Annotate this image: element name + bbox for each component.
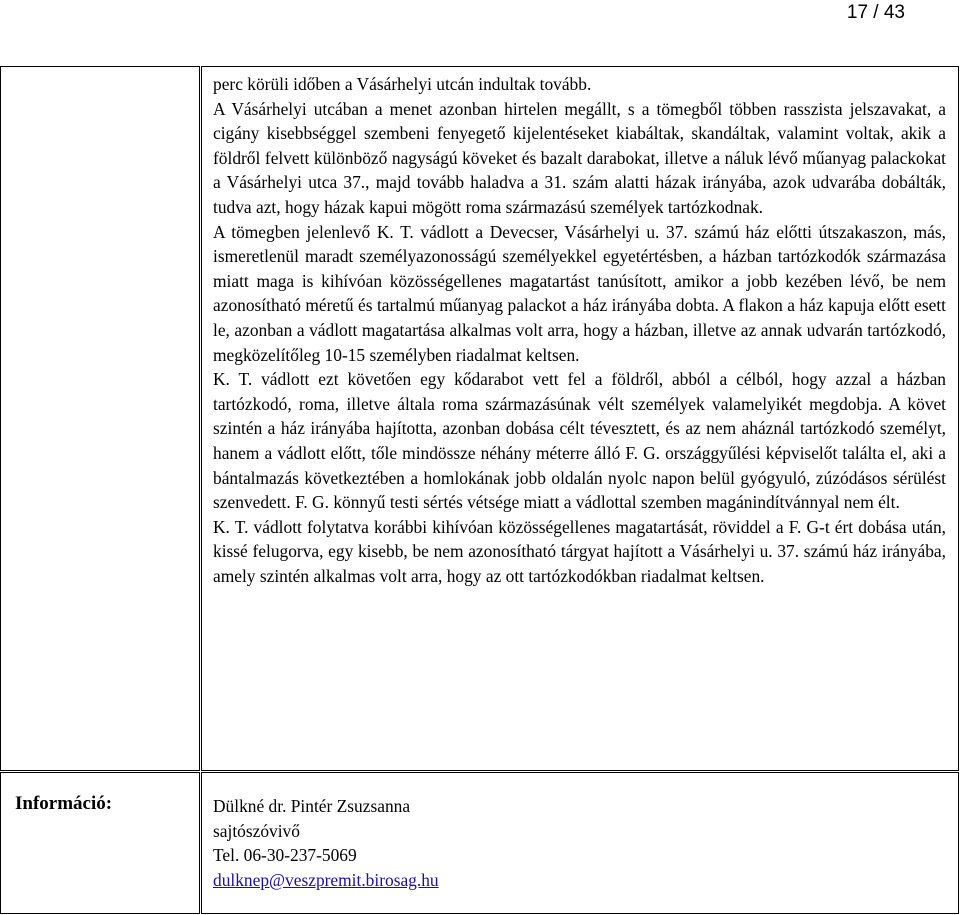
paragraph: perc körüli időben a Vásárhelyi utcán indultak tovább. (213, 74, 592, 94)
contact-role: sajtószóvivő (213, 820, 300, 841)
body-text (213, 72, 946, 588)
contact-block (213, 794, 439, 892)
contact-email-link[interactable]: dulknep@veszpremit.birosag.hu (213, 869, 439, 890)
info-label: Információ: (15, 793, 113, 814)
contact-cell (201, 772, 959, 914)
contact-name: Dülkné dr. Pintér Zsuzsanna (213, 796, 411, 816)
paragraph: A Vásárhelyi utcában a menet azonban hirtelen megállt, s a tömegből többen rasszista jelszavakat, a cigány kisebbséggel szembeni fenyegető kijelentéseket kiabáltak, skandáltak, valamint voltak, akik a földről felvett különböző nagyságú köveket és bazalt darabokat, illetve a náluk lévő műanyag palackokat a Vásárhelyi utca 37., majd tovább haladva a 31. szám alatti házak irányába, azok udvarába dobálták, tudva azt, hogy házak kapui mögött roma származású személyek tartózkodnak. (213, 98, 946, 217)
content-table (0, 66, 958, 913)
contact-phone: Tel. 06-30-237-5069 (213, 845, 357, 866)
paragraph: A tömegben jelenlevő K. T. vádlott a Devecser, Vásárhelyi u. 37. számú ház előtti útszakaszon, más, ismeretlenül maradt személyazonosságú személyekkel egyetértésben, a házban tartózkodók származása miatt maga is kihívóan közösségellenes magatartást tanúsított, amikor a jobb kezében lévő, be nem azonosítható méretű és tartalmú műanyag palackot a ház irányába dobta. A flakon a ház kapuja előtt esett le, azonban a vádlott magatartása alkalmas volt arra, hogy a házban, illetve az annak udvarán tartózkodó, megközelítőleg 10-15 személyben riadalmat keltsen. (213, 221, 946, 365)
body-cell (201, 66, 959, 771)
paragraph: K. T. vádlott ezt követően egy kődarabot vett fel a földről, abból a célból, hogy azzal a házban tartózkodó, roma, illetve általa roma származásúnak vélt személyek valamelyikét megdobja. A követ szintén a ház irányába hajította, azonban dobása célt tévesztett, és az nem aháznál tartózkodó személyt, hanem a vádlott előtt, tőle mindössze néhány méterre álló F. G. országgyűlési képviselőt találta el, aki a bántalmazás következtében a homlokának jobb oldalán nyolc napon belül gyógyuló, zúzódásos sérülést szenvedett. F. G. könnyű testi sértés vétsége miatt a vádlottal szemben magánindítvánnyal nem élt. (213, 369, 946, 513)
left-cell-empty (0, 66, 200, 771)
page-number: 17 / 43 (846, 2, 905, 23)
info-label-cell (0, 772, 200, 914)
paragraph: K. T. vádlott folytatva korábbi kihívóan közösségellenes magatartását, röviddel a F. G-t ért dobása után, kissé felugorva, egy kisebb, be nem azonosítható tárgyat hajított a Vásárhelyi u. 37. számú ház irányába, amely szintén alkalmas volt arra, hogy az ott tartózkodókban riadalmat keltsen. (213, 516, 946, 586)
